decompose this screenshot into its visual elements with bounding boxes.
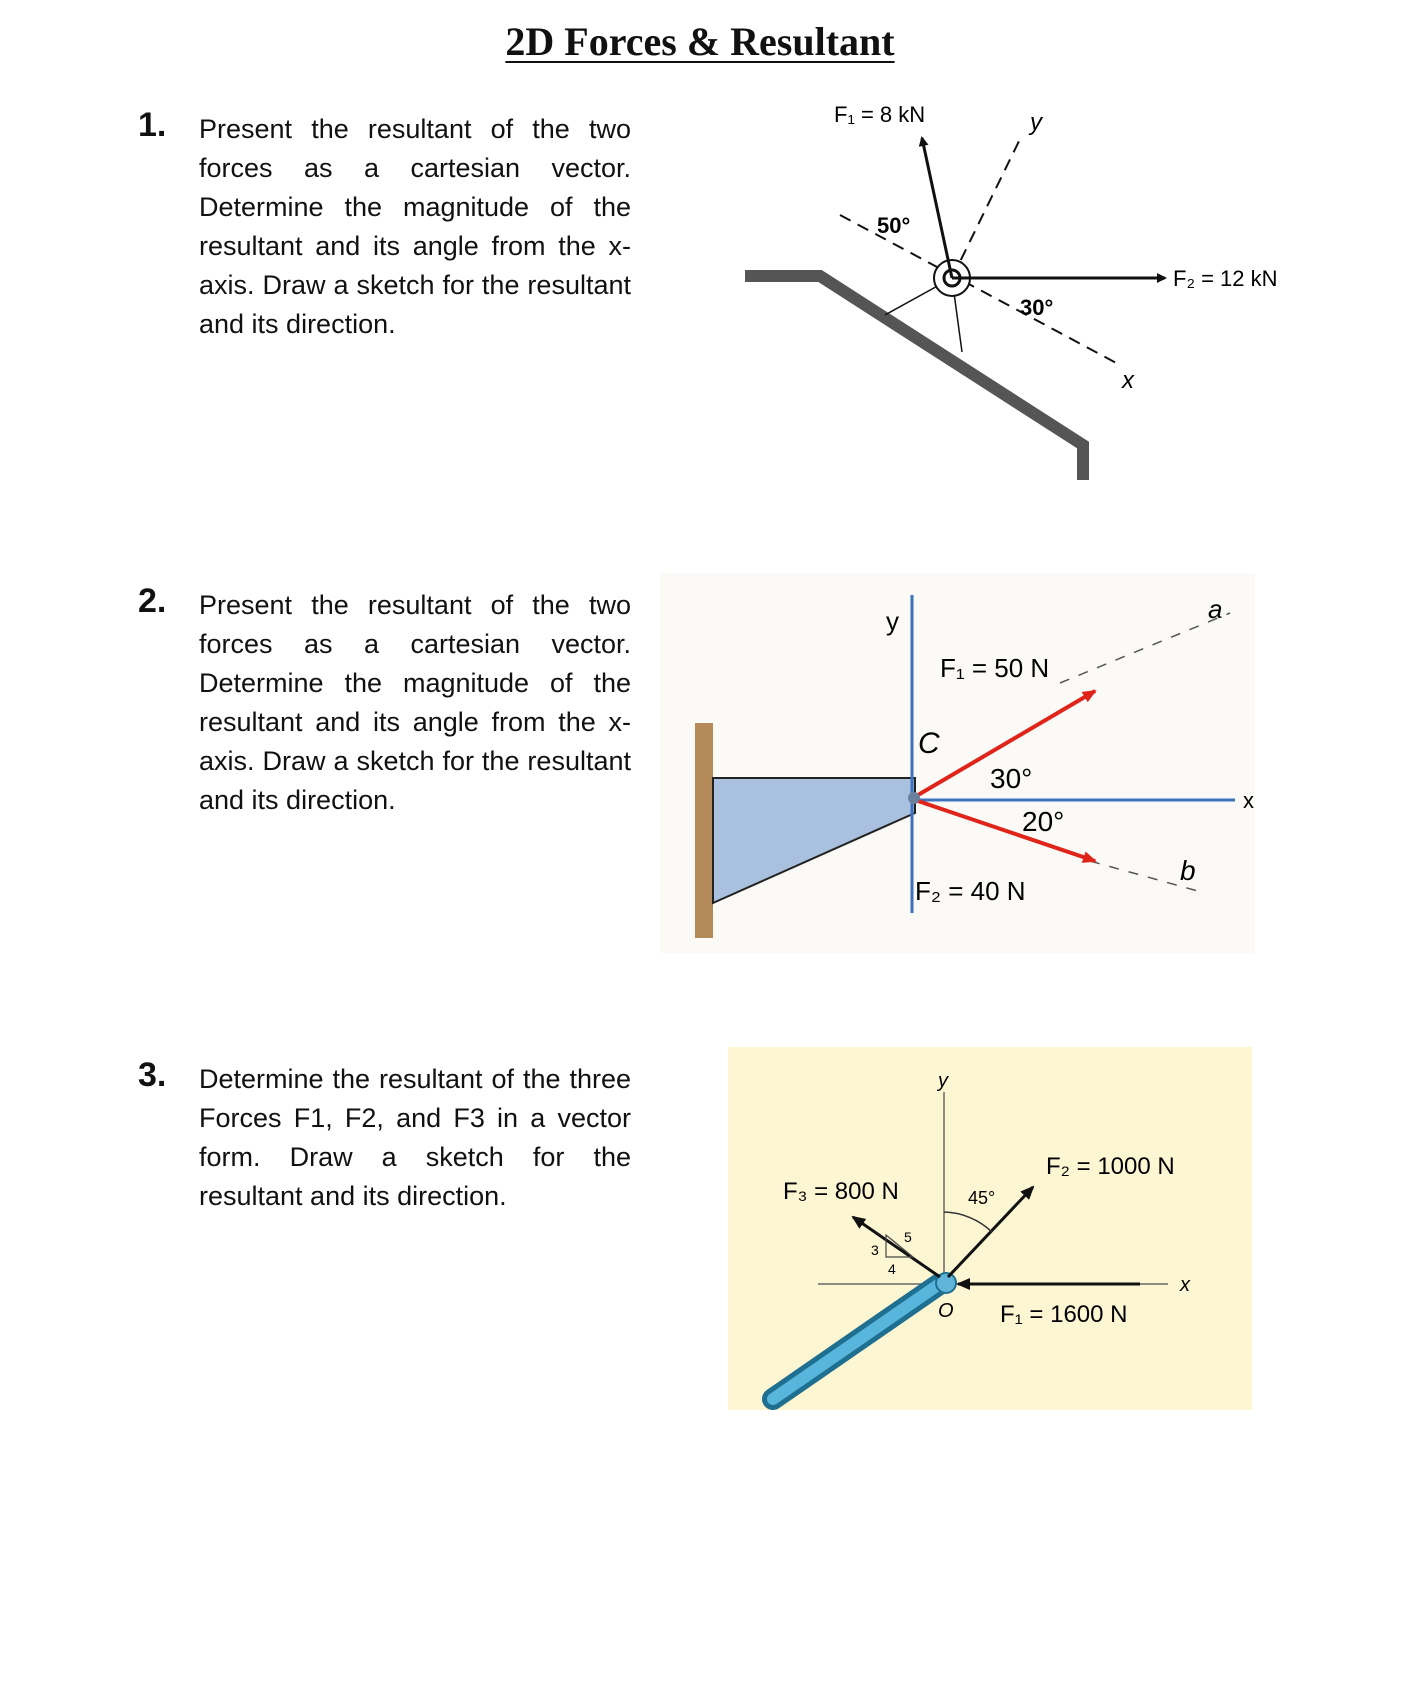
force-f1-label: F₁ = 50 N (940, 653, 1050, 683)
slope-5-label: 5 (904, 1229, 912, 1245)
y-axis-label: y (938, 1070, 948, 1092)
x-axis-label: x (1180, 1274, 1190, 1296)
angle-45-label: 45° (968, 1188, 996, 1208)
page-title-text: 2D Forces & Resultant (505, 19, 895, 64)
point-c-dot (908, 792, 920, 804)
line-a-label: a (1208, 594, 1223, 624)
problem-2-number: 2. (138, 582, 167, 620)
y-axis-label: y (1030, 109, 1042, 136)
force-f2-label: F₂ = 1000 N (1046, 1153, 1175, 1180)
angle-20-label: 20° (1022, 806, 1065, 837)
problem-2-figure (660, 573, 1255, 953)
origin-label: O (938, 1300, 954, 1322)
problem-3-text: Determine the resultant of the three Forces F1, F2, and F3 in a vector form. Draw a sketch for the resultant and its direction. (199, 1064, 631, 1211)
force-f1-label: F₁ = 1600 N (1000, 1301, 1128, 1328)
y-axis-dashed (952, 135, 1022, 278)
line-b-label: b (1180, 855, 1196, 886)
problem-1-text: Present the resultant of the two forces as a cartesian vector. Determine the magnitude of the resultant and its angle from the x-axis. Draw a sketch for the resultant and its direction. (199, 114, 631, 339)
slope-3-label: 3 (871, 1242, 879, 1258)
x-axis-label: x (1243, 788, 1254, 813)
point-c-label: C (918, 727, 940, 760)
x-axis-label: x (1122, 367, 1134, 394)
angle-30-label: 30° (990, 763, 1033, 794)
force-f1-arrow (922, 138, 952, 278)
force-f3-label: F₃ = 800 N (783, 1178, 899, 1205)
problem-2-text: Present the resultant of the two forces as a cartesian vector. Determine the magnitude of the resultant and its angle from the x-axis. Draw a sketch for the resultant and its direction. (199, 590, 631, 815)
angle-30-label: 30° (1020, 295, 1054, 320)
force-f1-label: F₁ = 8 kN (834, 102, 926, 127)
problem-3-number: 3. (138, 1056, 167, 1094)
force-f2-label: F₂ = 12 kN (1173, 266, 1278, 291)
angle-50-label: 50° (877, 213, 911, 238)
force-f2-label: F₂ = 40 N (915, 876, 1026, 906)
y-axis-label: y (886, 606, 899, 636)
problem-1-figure (740, 100, 1300, 485)
wall (695, 723, 713, 938)
problem-3-figure (728, 1047, 1252, 1410)
page-title (0, 18, 1400, 65)
slope-4-label: 4 (888, 1261, 896, 1277)
problem-1-number: 1. (138, 106, 167, 144)
figure-background (728, 1047, 1252, 1410)
